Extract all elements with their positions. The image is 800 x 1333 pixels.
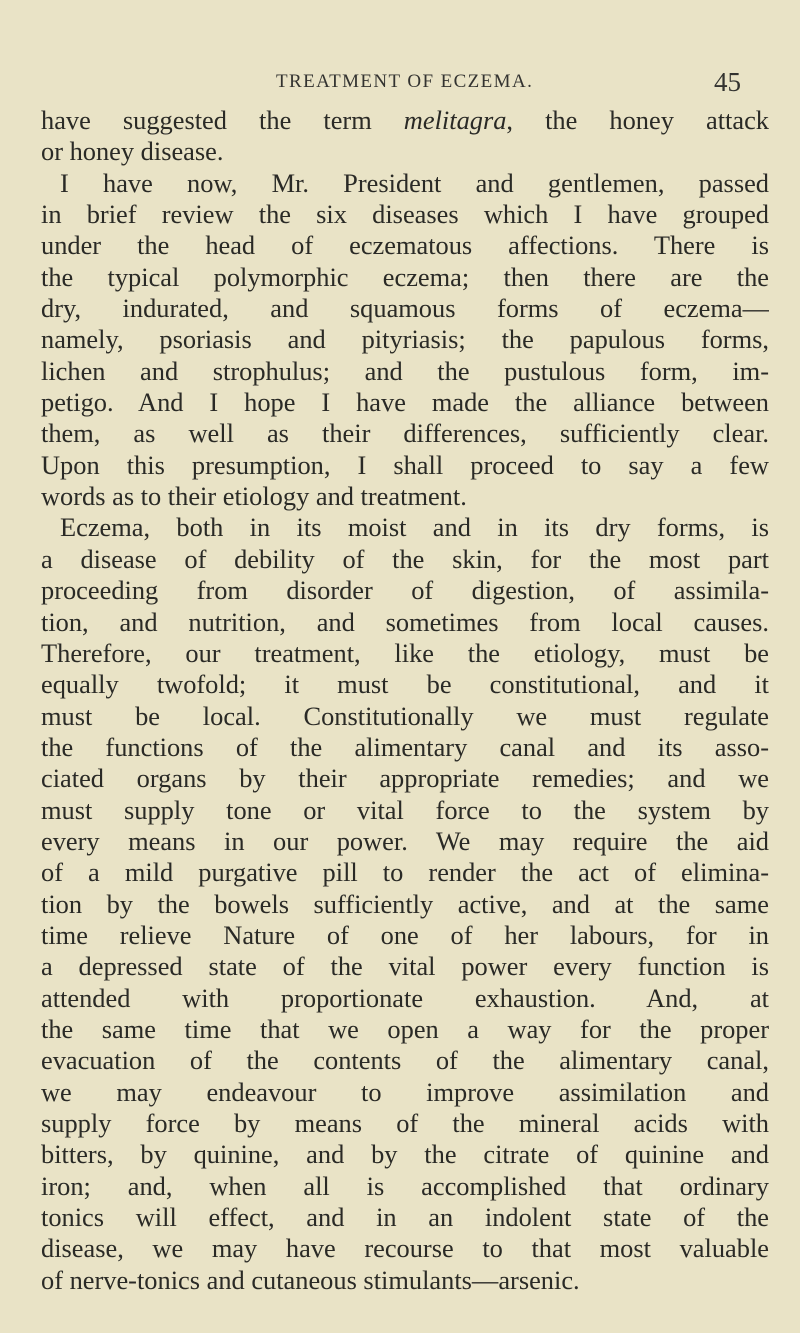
- text-line: equally twofold; it must be constitutional, and it: [41, 669, 769, 700]
- text-line: the typical polymorphic eczema; then there are the: [41, 261, 769, 292]
- text-fragment: , the honey attack: [506, 105, 769, 135]
- text-line: time relieve Nature of one of her labours, for in: [41, 919, 769, 950]
- text-line: a depressed state of the vital power every function is: [41, 951, 769, 982]
- text-line: the same time that we open a way for the proper: [41, 1013, 769, 1044]
- text-line: namely, psoriasis and pityriasis; the papulous forms,: [41, 324, 769, 355]
- text-line: of nerve-tonics and cutaneous stimulants—arsenic.: [41, 1264, 580, 1295]
- text-line: evacuation of the contents of the alimentary canal,: [41, 1045, 769, 1076]
- text-line: lichen and strophulus; and the pustulous form, im-: [41, 355, 769, 386]
- text-line: words as to their etiology and treatment.: [41, 481, 467, 512]
- text-line: proceeding from disorder of digestion, of assimila-: [41, 575, 769, 606]
- text-line: the functions of the alimentary canal and its asso-: [41, 731, 769, 762]
- body-text: [41, 105, 769, 1296]
- text-line: Eczema, both in its moist and in its dry forms, is: [60, 512, 769, 543]
- text-line: petigo. And I hope I have made the alliance between: [41, 387, 769, 418]
- text-line: dry, indurated, and squamous forms of eczema—: [41, 293, 769, 324]
- text-line: Upon this presumption, I shall proceed to say a few: [41, 449, 769, 480]
- text-fragment: have suggested the term: [41, 105, 404, 135]
- text-line: [41, 105, 769, 136]
- text-line: I have now, Mr. President and gentlemen, passed: [60, 167, 769, 198]
- text-line: we may endeavour to improve assimilation and: [41, 1076, 769, 1107]
- text-line: tion, and nutrition, and sometimes from local causes.: [41, 606, 769, 637]
- page-number: 45: [714, 67, 741, 97]
- text-line: tion by the bowels sufficiently active, and at the same: [41, 888, 769, 919]
- text-line: or honey disease.: [41, 136, 224, 167]
- italic-term: melitagra: [403, 105, 507, 135]
- text-line: every means in our power. We may require the aid: [41, 825, 769, 856]
- text-line: them, as well as their differences, sufficiently clear.: [41, 418, 769, 449]
- running-title: TREATMENT OF ECZEMA.: [276, 71, 534, 92]
- text-line: Therefore, our treatment, like the etiology, must be: [41, 637, 769, 668]
- text-line: of a mild purgative pill to render the act of elimina-: [41, 857, 769, 888]
- text-line: ciated organs by their appropriate remedies; and we: [41, 763, 769, 794]
- text-line: iron; and, when all is accomplished that ordinary: [41, 1170, 769, 1201]
- text-line: attended with proportionate exhaustion. And, at: [41, 982, 769, 1013]
- text-line: must be local. Constitutionally we must regulate: [41, 700, 769, 731]
- text-line: disease, we may have recourse to that most valuable: [41, 1233, 769, 1264]
- text-line: under the head of eczematous affections. There is: [41, 230, 769, 261]
- text-line: tonics will effect, and in an indolent state of the: [41, 1202, 769, 1233]
- text-line: in brief review the six diseases which I have grouped: [41, 199, 769, 230]
- text-line: a disease of debility of the skin, for the most part: [41, 543, 769, 574]
- running-head: [0, 67, 800, 101]
- text-line: bitters, by quinine, and by the citrate of quinine and: [41, 1139, 769, 1170]
- text-line: must supply tone or vital force to the system by: [41, 794, 769, 825]
- text-line: supply force by means of the mineral acids with: [41, 1108, 769, 1138]
